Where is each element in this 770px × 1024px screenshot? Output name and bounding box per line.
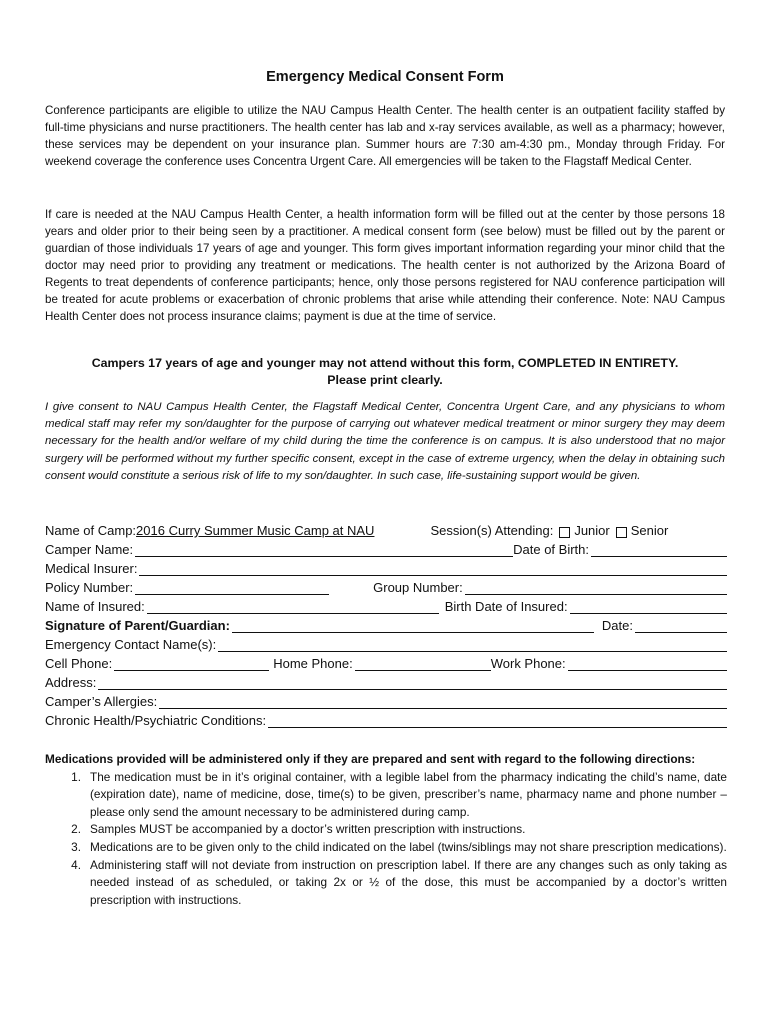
chronic-conditions-field[interactable]	[268, 713, 727, 728]
junior-label: Junior	[574, 523, 610, 538]
sessions-label: Session(s) Attending:	[430, 523, 554, 538]
group-number-field[interactable]	[465, 580, 727, 595]
allergies-row	[45, 690, 727, 709]
medical-insurer-field[interactable]	[139, 561, 727, 576]
rule-number: 3.	[71, 839, 81, 854]
medications-section	[45, 751, 727, 909]
rule-number: 2.	[71, 822, 81, 837]
medical-insurer-row	[45, 557, 727, 576]
allergies-label: Camper’s Allergies:	[45, 694, 158, 709]
rule-text: Samples MUST be accompanied by a doctor’s written prescription with instructions.	[90, 822, 526, 837]
junior-checkbox[interactable]	[559, 527, 570, 538]
notice-line-2: Please print clearly.	[327, 373, 443, 387]
consent-statement: I give consent to NAU Campus Health Center, the Flagstaff Medical Center, Concentra Urgent Care, and any physicians to whom medical staff may refer my son/daughter for the purpose of carrying out whatever medical treatment or minor surgery they may deem necessary for the health and/or welfare of my child during the time the conference is on campus. It is also understood that no major surgery will be performed without my further specific consent, except in the case of extreme urgency, when the delay in obtaining such consent would constitute a serious risk of life to my son/daughter. In such case, life-sustaining support would be given.	[45, 401, 725, 482]
birth-date-insured-field[interactable]	[570, 599, 727, 614]
cell-phone-field[interactable]	[114, 656, 269, 671]
signature-field[interactable]	[232, 618, 594, 633]
medication-rule	[45, 839, 727, 857]
notice-line-1: Campers 17 years of age and younger may not attend without this form, COMPLETED IN ENTIRETY.	[91, 356, 679, 370]
dob-field[interactable]	[591, 542, 727, 557]
chronic-conditions-label: Chronic Health/Psychiatric Conditions:	[45, 713, 267, 728]
medication-rule	[45, 857, 727, 910]
group-number-label: Group Number:	[373, 580, 463, 595]
camp-row	[45, 519, 727, 538]
emergency-contact-row	[45, 633, 727, 652]
rule-number: 1.	[71, 769, 81, 784]
form-title: Emergency Medical Consent Form	[266, 69, 504, 85]
rule-text: Medications are to be given only to the child indicated on the label (twins/siblings may not share prescription medications).	[90, 839, 727, 854]
address-field[interactable]	[98, 675, 727, 690]
medication-rule	[45, 821, 727, 839]
home-phone-label: Home Phone:	[273, 656, 353, 671]
camper-name-label: Camper Name:	[45, 542, 134, 557]
camper-name-field[interactable]	[135, 542, 513, 557]
cell-phone-label: Cell Phone:	[45, 656, 113, 671]
rule-number: 4.	[71, 857, 81, 872]
address-label: Address:	[45, 675, 97, 690]
home-phone-field[interactable]	[355, 656, 491, 671]
name-insured-field[interactable]	[147, 599, 439, 614]
allergies-field[interactable]	[159, 694, 727, 709]
medication-rule	[45, 769, 727, 822]
rule-text: The medication must be in it’s original container, with a legible label from the pharmacy indicating the child’s name, date (expiration date), name of medicine, dose, time(s) to be given, prescriber’s name, pharmacy name and phone number – please only send the amount necessary to be administered during camp.	[90, 769, 727, 819]
policy-number-field[interactable]	[135, 580, 329, 595]
rule-text: Administering staff will not deviate from instruction on prescription label. If there are any changes such as only taking as needed instead of as scheduled, or taking 2x or ½ of the dose, this must be accompanied by a doctor’s written prescription with instructions.	[90, 857, 727, 907]
camp-name-value: 2016 Curry Summer Music Camp at NAU	[136, 523, 375, 538]
camper-info-fields	[45, 519, 727, 728]
medical-insurer-label: Medical Insurer:	[45, 561, 138, 576]
policy-number-label: Policy Number:	[45, 580, 134, 595]
senior-checkbox[interactable]	[616, 527, 627, 538]
work-phone-label: Work Phone:	[490, 656, 566, 671]
emergency-contact-label: Emergency Contact Name(s):	[45, 637, 217, 652]
requirement-notice	[45, 355, 725, 389]
intro-paragraph: Conference participants are eligible to utilize the NAU Campus Health Center. The health center is an outpatient facility staffed by full-time physicians and nurse practitioners. The health center has lab and x-ray services available, as well as a pharmacy; however, these services may be dependent on your insurance plan. Summer hours are 7:30 am-4:30 pm., Monday through Friday. For weekend coverage the conference uses Concentra Urgent Care. All emergencies will be taken to the Flagstaff Medical Center.	[45, 104, 725, 168]
signature-row	[45, 614, 727, 633]
phone-row	[45, 652, 727, 671]
medications-heading: Medications provided will be administered only if they are prepared and sent with regard to the following directions:	[45, 752, 696, 766]
camp-label: Name of Camp:	[45, 523, 137, 538]
work-phone-field[interactable]	[568, 656, 727, 671]
chronic-conditions-row	[45, 709, 727, 728]
address-row	[45, 671, 727, 690]
insured-row	[45, 595, 727, 614]
camper-name-row	[45, 538, 727, 557]
policy-row	[45, 576, 727, 595]
date-label: Date:	[601, 618, 633, 633]
signature-label: Signature of Parent/Guardian:	[45, 618, 230, 633]
name-insured-label: Name of Insured:	[45, 599, 145, 614]
dob-label: Date of Birth:	[513, 542, 589, 557]
date-field[interactable]	[635, 618, 727, 633]
senior-label: Senior	[630, 523, 669, 538]
birth-date-insured-label: Birth Date of Insured:	[444, 599, 568, 614]
emergency-contact-field[interactable]	[218, 637, 727, 652]
care-paragraph: If care is needed at the NAU Campus Health Center, a health information form will be filled out at the center by those persons 18 years and older prior to their being seen by a practitioner. A medical consent form (see below) must be filled out by the parent or guardian of those individuals 17 years of age and younger. This form gives important information regarding your minor child that the doctor may need prior to providing any treatment or medications. The health center is not authorized by the Arizona Board of Regents to treat dependents of conference participants; hence, only those persons registered for NAU conference participation will be treated for acute problems or exacerbation of chronic problems that arise while attending their conference. Note: NAU Campus Health Center does not process insurance claims; payment is due at the time of service.	[45, 208, 725, 323]
